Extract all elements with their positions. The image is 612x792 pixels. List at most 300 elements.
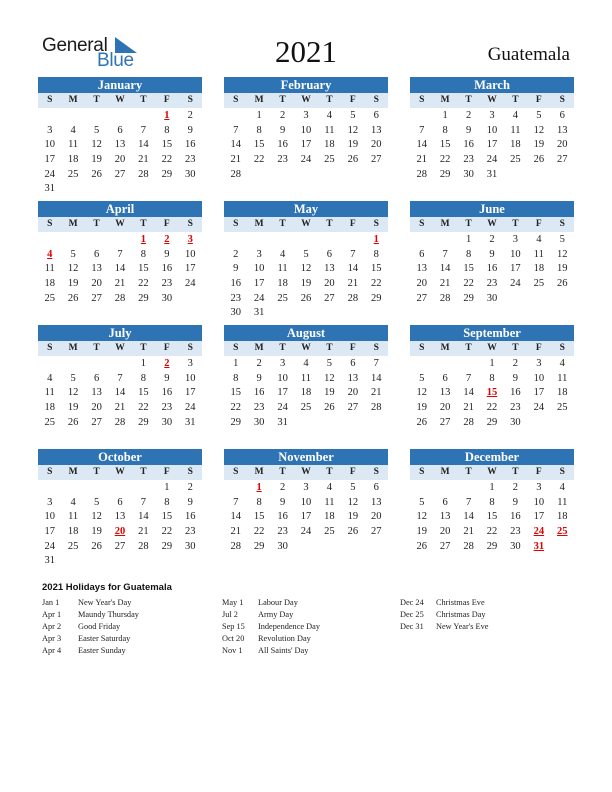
- day-cell: 9: [279, 124, 286, 136]
- weekday-label: F: [535, 95, 542, 105]
- weekday-label: F: [349, 343, 356, 353]
- weekday-label: T: [93, 343, 100, 353]
- weekday-row: [38, 465, 202, 480]
- day-cell: 9: [233, 263, 239, 275]
- day-cell: 25: [324, 526, 335, 538]
- holiday-item: [222, 609, 320, 621]
- holiday-name: Easter Sunday: [78, 646, 126, 655]
- weekday-label: S: [419, 219, 425, 229]
- empty-cell: [61, 232, 84, 247]
- day-cell: 26: [91, 168, 102, 180]
- day-cell: 10: [44, 139, 55, 151]
- weekday-label: S: [233, 95, 239, 105]
- empty-cell: [318, 232, 341, 247]
- day-cell: 13: [347, 372, 359, 384]
- day-cell: 30: [510, 416, 521, 428]
- weekday-label: S: [47, 343, 53, 353]
- month-january: [38, 77, 202, 196]
- weekday-row: [38, 341, 202, 356]
- weekday-label: S: [559, 219, 565, 229]
- day-cell: 8: [140, 248, 147, 260]
- day-grid: [224, 232, 388, 320]
- day-cell: 16: [185, 139, 196, 151]
- day-cell: 27: [416, 292, 427, 304]
- weekday-label: W: [115, 343, 125, 353]
- weekday-label: T: [93, 95, 100, 105]
- day-cell: 19: [67, 278, 79, 290]
- day-cell: 4: [536, 234, 542, 245]
- weekday-label: T: [465, 467, 472, 477]
- day-cell: 27: [347, 402, 359, 414]
- holiday-day-cell: 1: [164, 110, 170, 121]
- day-cell: 8: [256, 496, 262, 508]
- day-cell: 10: [185, 248, 196, 260]
- day-cell: 24: [533, 402, 545, 414]
- day-cell: 26: [324, 402, 335, 414]
- holiday-item: [42, 609, 139, 621]
- month-header: March: [410, 77, 574, 93]
- day-cell: 11: [68, 511, 79, 523]
- day-cell: 4: [326, 482, 333, 493]
- empty-cell: [224, 232, 247, 247]
- day-cell: 28: [138, 168, 149, 180]
- day-cell: 3: [47, 124, 53, 136]
- weekday-label: M: [440, 95, 450, 105]
- day-cell: 12: [347, 496, 359, 508]
- day-cell: 2: [465, 110, 472, 121]
- day-cell: 18: [324, 139, 335, 151]
- weekday-label: T: [512, 219, 519, 229]
- weekday-label: T: [326, 219, 333, 229]
- day-cell: 30: [230, 307, 241, 319]
- weekday-label: M: [440, 219, 450, 229]
- day-cell: 6: [350, 358, 356, 369]
- day-cell: 7: [117, 372, 123, 384]
- empty-cell: [85, 232, 108, 247]
- day-cell: 13: [114, 511, 126, 523]
- day-cell: 18: [300, 387, 312, 399]
- day-cell: 13: [416, 263, 427, 275]
- weekday-label: T: [279, 467, 286, 477]
- day-cell: 21: [439, 278, 451, 290]
- day-cell: 13: [114, 139, 126, 151]
- holiday-day-cell: 20: [114, 526, 126, 538]
- day-cell: 22: [230, 402, 241, 414]
- day-cell: 22: [486, 402, 498, 414]
- month-header: June: [410, 201, 574, 217]
- day-cell: 18: [67, 154, 79, 166]
- day-cell: 12: [300, 263, 312, 275]
- empty-cell: [108, 356, 131, 371]
- day-cell: 23: [463, 154, 474, 166]
- weekday-label: T: [465, 343, 472, 353]
- day-cell: 29: [161, 168, 173, 180]
- weekday-label: W: [115, 467, 125, 477]
- day-cell: 5: [350, 482, 356, 493]
- day-cell: 7: [140, 496, 147, 508]
- day-cell: 5: [559, 234, 565, 245]
- day-cell: 8: [373, 248, 379, 260]
- day-cell: 30: [161, 416, 173, 428]
- day-cell: 6: [117, 124, 123, 136]
- day-cell: 12: [347, 124, 359, 136]
- holiday-date: Apr 4: [42, 646, 62, 655]
- holiday-name: New Year's Day: [78, 598, 132, 607]
- day-cell: 23: [161, 402, 173, 414]
- month-march: [410, 77, 574, 181]
- day-cell: 7: [233, 496, 239, 508]
- day-cell: 8: [164, 496, 170, 508]
- day-cell: 15: [439, 139, 451, 151]
- day-grid: [410, 480, 574, 553]
- day-cell: 13: [91, 263, 102, 275]
- day-cell: 4: [326, 110, 333, 121]
- weekday-label: T: [140, 95, 147, 105]
- empty-cell: [433, 232, 456, 247]
- day-cell: 25: [277, 292, 288, 304]
- day-cell: 18: [67, 526, 79, 538]
- day-cell: 15: [486, 511, 498, 523]
- holiday-item: [222, 645, 320, 657]
- holiday-item: [42, 645, 139, 657]
- day-cell: 2: [187, 110, 193, 121]
- weekday-row: [38, 217, 202, 232]
- day-cell: 12: [324, 372, 335, 384]
- weekday-label: M: [440, 467, 450, 477]
- holiday-name: Good Friday: [78, 622, 121, 631]
- holiday-day-cell: 24: [533, 526, 545, 538]
- day-cell: 26: [91, 540, 102, 552]
- day-cell: 6: [373, 482, 379, 493]
- day-cell: 7: [117, 248, 123, 260]
- day-cell: 10: [533, 496, 545, 508]
- day-cell: 28: [463, 540, 474, 552]
- day-cell: 29: [230, 416, 241, 428]
- day-cell: 7: [419, 124, 425, 136]
- day-cell: 18: [510, 139, 521, 151]
- empty-cell: [38, 356, 61, 371]
- day-cell: 13: [324, 263, 335, 275]
- day-cell: 8: [465, 248, 472, 260]
- day-cell: 3: [536, 358, 542, 369]
- empty-cell: [38, 108, 61, 123]
- weekday-label: F: [535, 343, 542, 353]
- day-cell: 12: [416, 511, 427, 523]
- day-cell: 11: [277, 263, 288, 275]
- day-cell: 15: [463, 263, 474, 275]
- holiday-day-cell: 1: [140, 234, 147, 245]
- weekday-label: S: [419, 95, 425, 105]
- day-cell: 13: [371, 496, 382, 508]
- holiday-item: [400, 597, 488, 609]
- day-cell: 24: [253, 292, 265, 304]
- day-cell: 29: [439, 168, 451, 180]
- weekday-label: S: [559, 467, 565, 477]
- day-cell: 12: [67, 263, 79, 275]
- holiday-date: Jan 1: [42, 598, 60, 607]
- holiday-item: [42, 633, 139, 645]
- day-cell: 28: [230, 540, 241, 552]
- day-cell: 15: [253, 511, 265, 523]
- month-september: [410, 325, 574, 429]
- month-header: December: [410, 449, 574, 465]
- empty-cell: [38, 480, 61, 495]
- day-cell: 11: [510, 124, 521, 136]
- day-cell: 2: [187, 482, 193, 493]
- day-cell: 18: [533, 263, 545, 275]
- empty-cell: [108, 232, 131, 247]
- day-cell: 10: [253, 263, 265, 275]
- day-cell: 31: [44, 555, 55, 567]
- weekday-label: T: [326, 467, 333, 477]
- day-cell: 14: [138, 139, 149, 151]
- day-cell: 1: [164, 482, 170, 493]
- weekday-label: F: [163, 467, 170, 477]
- day-cell: 26: [347, 154, 359, 166]
- weekday-label: W: [487, 343, 497, 353]
- day-cell: 8: [164, 124, 170, 136]
- day-cell: 26: [533, 154, 545, 166]
- holidays-column: [400, 597, 488, 633]
- day-cell: 30: [253, 416, 265, 428]
- day-cell: 6: [326, 248, 333, 260]
- day-cell: 30: [510, 540, 521, 552]
- day-cell: 12: [557, 248, 568, 260]
- holiday-date: Dec 24: [400, 598, 424, 607]
- day-cell: 24: [300, 526, 312, 538]
- empty-cell: [85, 480, 108, 495]
- holidays-column: [222, 597, 320, 657]
- month-october: [38, 449, 202, 568]
- holiday-name: Labour Day: [258, 598, 298, 607]
- holiday-date: Apr 1: [42, 610, 62, 619]
- weekday-label: F: [535, 219, 542, 229]
- holiday-date: Dec 25: [400, 610, 424, 619]
- day-cell: 10: [300, 496, 312, 508]
- day-cell: 23: [486, 278, 498, 290]
- weekday-label: S: [47, 467, 53, 477]
- day-cell: 15: [161, 139, 173, 151]
- empty-cell: [433, 356, 456, 371]
- day-cell: 21: [463, 526, 474, 538]
- day-cell: 22: [138, 278, 149, 290]
- day-cell: 22: [439, 154, 451, 166]
- day-cell: 14: [463, 387, 474, 399]
- day-cell: 31: [486, 168, 498, 180]
- day-cell: 23: [277, 154, 288, 166]
- year-title: 2021: [275, 34, 337, 69]
- month-header: January: [38, 77, 202, 93]
- empty-cell: [38, 232, 61, 247]
- weekday-row: [224, 93, 388, 108]
- day-cell: 15: [138, 263, 149, 275]
- day-cell: 6: [559, 110, 565, 121]
- day-cell: 24: [185, 402, 196, 414]
- day-cell: 14: [416, 139, 427, 151]
- month-february: [224, 77, 388, 181]
- empty-cell: [294, 232, 317, 247]
- day-cell: 25: [44, 416, 55, 428]
- day-cell: 16: [277, 139, 288, 151]
- weekday-label: S: [419, 343, 425, 353]
- logo-text-general: General: [42, 35, 108, 56]
- weekday-label: T: [279, 343, 286, 353]
- day-cell: 8: [489, 372, 495, 384]
- day-cell: 4: [70, 124, 76, 136]
- day-cell: 18: [277, 278, 288, 290]
- day-cell: 16: [510, 387, 521, 399]
- day-grid: [38, 480, 202, 568]
- weekday-label: T: [140, 219, 147, 229]
- day-cell: 22: [161, 154, 173, 166]
- holiday-item: [222, 597, 320, 609]
- day-cell: 29: [253, 540, 265, 552]
- day-cell: 16: [161, 263, 173, 275]
- day-cell: 9: [279, 496, 286, 508]
- weekday-label: M: [440, 343, 450, 353]
- weekday-label: M: [254, 95, 264, 105]
- day-cell: 11: [324, 124, 335, 136]
- day-cell: 27: [439, 540, 451, 552]
- day-cell: 20: [91, 278, 102, 290]
- day-cell: 18: [557, 387, 568, 399]
- day-cell: 26: [557, 278, 568, 290]
- day-cell: 14: [371, 372, 382, 384]
- day-cell: 26: [416, 540, 427, 552]
- day-cell: 31: [185, 416, 196, 428]
- day-cell: 16: [230, 278, 241, 290]
- day-cell: 24: [185, 278, 196, 290]
- day-cell: 10: [277, 372, 288, 384]
- day-cell: 25: [557, 402, 568, 414]
- day-cell: 16: [161, 387, 173, 399]
- weekday-label: F: [349, 219, 356, 229]
- day-cell: 21: [347, 278, 359, 290]
- day-cell: 5: [419, 372, 425, 384]
- empty-cell: [224, 108, 247, 123]
- weekday-row: [224, 465, 388, 480]
- weekday-label: M: [68, 343, 78, 353]
- month-november: [224, 449, 388, 553]
- day-cell: 7: [350, 248, 356, 260]
- day-cell: 11: [300, 372, 312, 384]
- holidays-title: 2021 Holidays for Guatemala: [42, 582, 172, 593]
- day-cell: 9: [187, 124, 193, 136]
- day-cell: 25: [533, 278, 545, 290]
- holiday-item: [400, 609, 488, 621]
- day-cell: 17: [185, 263, 196, 275]
- day-cell: 29: [138, 292, 149, 304]
- weekday-label: S: [47, 219, 53, 229]
- day-cell: 20: [347, 387, 359, 399]
- day-cell: 29: [138, 416, 149, 428]
- day-cell: 20: [439, 402, 451, 414]
- day-cell: 8: [489, 496, 495, 508]
- day-cell: 20: [91, 402, 102, 414]
- day-cell: 4: [559, 482, 565, 493]
- holiday-date: Apr 2: [42, 622, 62, 631]
- holiday-item: [400, 621, 488, 633]
- empty-cell: [433, 480, 456, 495]
- day-cell: 28: [114, 416, 126, 428]
- day-cell: 6: [442, 496, 448, 508]
- holiday-day-cell: 15: [486, 387, 498, 399]
- empty-cell: [341, 232, 364, 247]
- day-cell: 25: [67, 540, 79, 552]
- day-grid: [38, 232, 202, 305]
- day-cell: 16: [277, 511, 288, 523]
- day-cell: 7: [140, 124, 147, 136]
- day-cell: 27: [114, 168, 126, 180]
- day-cell: 15: [230, 387, 241, 399]
- day-grid: [224, 356, 388, 429]
- day-cell: 28: [439, 292, 451, 304]
- day-grid: [38, 356, 202, 429]
- day-cell: 30: [463, 168, 474, 180]
- day-cell: 9: [465, 124, 472, 136]
- weekday-label: T: [93, 219, 100, 229]
- day-cell: 21: [138, 526, 149, 538]
- weekday-label: W: [301, 95, 311, 105]
- day-cell: 24: [277, 402, 288, 414]
- day-cell: 5: [93, 124, 100, 136]
- day-cell: 30: [277, 540, 288, 552]
- day-cell: 22: [138, 402, 149, 414]
- day-cell: 19: [557, 263, 568, 275]
- day-cell: 13: [557, 124, 568, 136]
- day-cell: 19: [91, 154, 102, 166]
- weekday-label: W: [115, 95, 125, 105]
- weekday-label: S: [187, 343, 193, 353]
- weekday-label: M: [254, 219, 264, 229]
- day-cell: 26: [347, 526, 359, 538]
- holiday-item: [222, 621, 320, 633]
- day-cell: 5: [419, 496, 425, 508]
- day-cell: 22: [463, 278, 474, 290]
- weekday-label: S: [373, 219, 379, 229]
- day-cell: 12: [416, 387, 427, 399]
- logo-text-blue: Blue: [97, 50, 134, 71]
- day-cell: 14: [114, 387, 126, 399]
- day-cell: 2: [279, 110, 286, 121]
- day-cell: 10: [185, 372, 196, 384]
- empty-cell: [410, 480, 433, 495]
- day-cell: 4: [512, 110, 519, 121]
- day-cell: 3: [489, 110, 495, 121]
- day-cell: 11: [324, 496, 335, 508]
- day-cell: 8: [256, 124, 262, 136]
- day-cell: 25: [44, 292, 55, 304]
- day-cell: 19: [91, 526, 102, 538]
- month-header: May: [224, 201, 388, 217]
- holiday-name: New Year's Eve: [436, 622, 489, 631]
- day-cell: 20: [416, 278, 427, 290]
- day-cell: 9: [512, 372, 519, 384]
- weekday-label: W: [487, 467, 497, 477]
- day-cell: 6: [419, 248, 425, 260]
- day-cell: 30: [161, 292, 173, 304]
- day-cell: 20: [557, 139, 568, 151]
- month-header: February: [224, 77, 388, 93]
- day-cell: 25: [510, 154, 521, 166]
- day-cell: 9: [512, 496, 519, 508]
- day-cell: 19: [347, 139, 359, 151]
- weekday-label: F: [163, 219, 170, 229]
- day-cell: 25: [67, 168, 79, 180]
- day-cell: 3: [279, 358, 286, 369]
- day-cell: 20: [114, 154, 126, 166]
- day-cell: 15: [161, 511, 173, 523]
